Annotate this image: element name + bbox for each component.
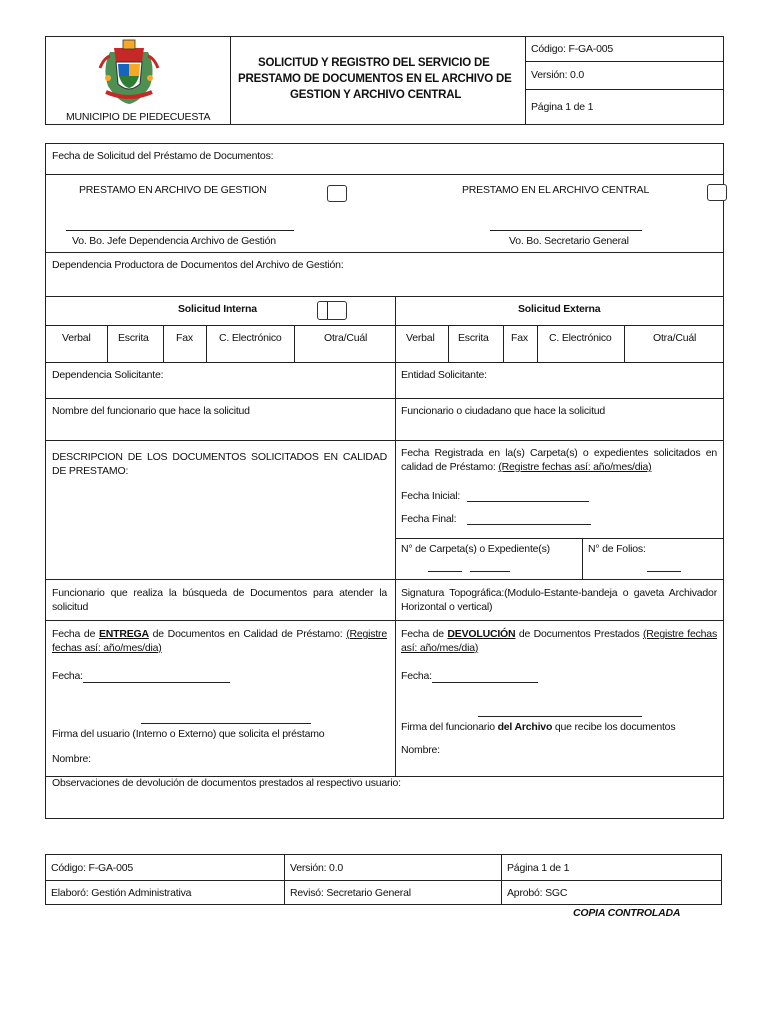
channel-divider-int-1 xyxy=(107,325,108,362)
form-title-line-2: PRESTAMO DE DOCUMENTOS EN EL ARCHIVO DE xyxy=(238,73,512,85)
fecha-entrega-label: Fecha: xyxy=(52,670,83,682)
solicitud-interna-checkbox[interactable] xyxy=(317,301,347,320)
footer-elaboro: Elaboró: Gestión Administrativa xyxy=(51,887,192,899)
municipality-name: MUNICIPIO DE PIEDECUESTA xyxy=(66,111,211,123)
loan-central-checkbox[interactable] xyxy=(707,184,727,201)
rule-request-date xyxy=(45,174,724,175)
footer-rule xyxy=(45,880,722,881)
header-page: Página 1 de 1 xyxy=(531,101,594,113)
form-title-line-3: GESTION Y ARCHIVO CENTRAL xyxy=(290,89,462,101)
rule-entrega xyxy=(45,620,724,621)
channel-interna-otra: Otra/Cuál xyxy=(324,332,368,344)
channel-externa-fax: Fax xyxy=(511,332,528,344)
form-title-line-1: SOLICITUD Y REGISTRO DEL SERVICIO DE xyxy=(258,57,490,69)
channel-divider-int-4 xyxy=(294,325,295,362)
request-date-label: Fecha de Solicitud del Préstamo de Documentos: xyxy=(52,150,274,162)
descripcion-label: DESCRIPCION DE LOS DOCUMENTOS SOLICITADOS EN CALIDAD DE PRESTAMO: xyxy=(52,451,387,477)
footer-divider-2 xyxy=(501,854,502,905)
signature-line-secretario xyxy=(490,230,642,231)
devolucion-keyword: DEVOLUCIÓN xyxy=(447,628,516,640)
channel-divider-int-3 xyxy=(206,325,207,362)
nombre-usuario-label: Nombre: xyxy=(52,753,91,765)
header-version: Versión: 0.0 xyxy=(531,69,585,81)
channel-externa-escrita: Escrita xyxy=(458,332,489,344)
channel-interna-email: C. Electrónico xyxy=(219,332,282,344)
nombre-funcionario-archivo-label: Nombre: xyxy=(401,744,440,756)
fecha-registrada-format: (Registre fechas así: año/mes/dia) xyxy=(498,461,652,473)
firma-funcionario-line xyxy=(478,716,642,717)
fecha-inicial-line xyxy=(467,501,589,502)
interna-checkbox-divider xyxy=(327,302,328,319)
signatura-label: Signatura Topográfica:(Modulo-Estante-bandeja o gaveta Archivador Horizontal o vertical) xyxy=(401,587,717,613)
carpetas-line-1 xyxy=(428,571,462,572)
header-code: Código: F-GA-005 xyxy=(531,43,614,55)
fecha-final-line xyxy=(467,524,591,525)
firma-func-suffix: que recibe los documentos xyxy=(552,721,676,733)
sign-secretario-label: Vo. Bo. Secretario General xyxy=(509,235,629,247)
center-divider xyxy=(395,296,396,776)
observaciones-label: Observaciones de devolución de documentos prestados al respectivo usuario: xyxy=(52,777,401,789)
footer-page: Página 1 de 1 xyxy=(507,862,570,874)
solicitud-interna-label: Solicitud Interna xyxy=(178,303,257,315)
fecha-inicial-label: Fecha Inicial: xyxy=(401,490,461,502)
dependencia-productora-label: Dependencia Productora de Documentos del Archivo de Gestión: xyxy=(52,259,344,271)
footer-version: Versión: 0.0 xyxy=(290,862,344,874)
signature-line-jefe xyxy=(66,230,294,231)
entrega-format: (Registre fechas así: año/mes/dia) xyxy=(52,628,387,654)
nombre-funcionario-label: Nombre del funcionario que hace la solicitud xyxy=(52,405,250,417)
loan-gestion-label: PRESTAMO EN ARCHIVO DE GESTION xyxy=(79,184,267,196)
channel-interna-fax: Fax xyxy=(176,332,193,344)
header-rule-1 xyxy=(525,61,724,62)
dependencia-solicitante-label: Dependencia Solicitante: xyxy=(52,369,164,381)
header-divider-2 xyxy=(525,36,526,125)
footer-divider-1 xyxy=(284,854,285,905)
funcionario-busqueda-label: Funcionario que realiza la búsqueda de Documentos para atender la solicitud xyxy=(52,587,387,613)
rule-busqueda xyxy=(45,579,724,580)
channel-externa-verbal: Verbal xyxy=(406,332,435,344)
entrega-mid: de Documentos en Calidad de Préstamo: xyxy=(148,628,347,640)
loan-gestion-checkbox[interactable] xyxy=(327,185,347,202)
loan-central-label: PRESTAMO EN EL ARCHIVO CENTRAL xyxy=(462,184,650,196)
channel-divider-int-2 xyxy=(163,325,164,362)
num-folios-label: N° de Folios: xyxy=(588,543,646,555)
devolucion-mid: de Documentos Prestados xyxy=(515,628,643,640)
channel-externa-email: C. Electrónico xyxy=(549,332,612,344)
devolucion-format: (Registre fechas así: año/mes/dia) xyxy=(401,628,717,654)
entidad-solicitante-label: Entidad Solicitante: xyxy=(401,369,487,381)
folios-line xyxy=(647,571,681,572)
fecha-final-label: Fecha Final: xyxy=(401,513,457,525)
header-divider-1 xyxy=(230,36,231,125)
entrega-label xyxy=(52,627,387,655)
copia-controlada-label: COPIA CONTROLADA xyxy=(573,907,681,919)
entrega-prefix: Fecha de xyxy=(52,628,99,640)
channel-divider-ext-2 xyxy=(503,325,504,362)
solicitud-externa-label: Solicitud Externa xyxy=(518,303,601,315)
carpetas-line-2 xyxy=(470,571,510,572)
channel-interna-verbal: Verbal xyxy=(62,332,91,344)
devolucion-prefix: Fecha de xyxy=(401,628,448,640)
rule-channels xyxy=(45,362,724,363)
entrega-keyword: ENTREGA xyxy=(98,628,149,640)
rule-dependencia-productora xyxy=(45,296,724,297)
firma-usuario-line xyxy=(141,723,311,724)
footer-reviso: Revisó: Secretario General xyxy=(290,887,411,899)
firma-func-keyword: del Archivo xyxy=(497,721,553,733)
channel-divider-ext-1 xyxy=(448,325,449,362)
firma-funcionario-label xyxy=(401,721,675,733)
fecha-registrada-main: Fecha Registrada en la(s) Carpeta(s) o expedientes solicitados en calidad de Préstamo: xyxy=(401,447,717,473)
fecha-registrada-text xyxy=(401,446,717,474)
channel-externa-otra: Otra/Cuál xyxy=(653,332,697,344)
carpetas-divider xyxy=(582,538,583,579)
devolucion-label xyxy=(401,627,717,655)
footer-aprobo: Aprobó: SGC xyxy=(507,887,568,899)
fecha-entrega-line xyxy=(83,682,230,683)
rule-funcionario xyxy=(45,440,724,441)
num-carpetas-label: N° de Carpeta(s) o Expediente(s) xyxy=(401,543,550,555)
rule-loan-type xyxy=(45,252,724,253)
rule-carpetas xyxy=(395,538,724,539)
header-rule-2 xyxy=(525,89,724,90)
funcionario-ciudadano-label: Funcionario o ciudadano que hace la solicitud xyxy=(401,405,606,417)
rule-solicitante xyxy=(45,398,724,399)
firma-usuario-label: Firma del usuario (Interno o Externo) que solicita el préstamo xyxy=(52,728,325,740)
rule-solicitud-header xyxy=(45,325,724,326)
fecha-devolucion-label: Fecha: xyxy=(401,670,432,682)
channel-divider-ext-4 xyxy=(624,325,625,362)
channel-interna-escrita: Escrita xyxy=(118,332,149,344)
municipal-coat-of-arms-logo xyxy=(96,38,162,106)
channel-divider-ext-3 xyxy=(537,325,538,362)
footer-code: Código: F-GA-005 xyxy=(51,862,134,874)
fecha-devolucion-line xyxy=(432,682,538,683)
firma-func-prefix: Firma del funcionario xyxy=(401,721,498,733)
sign-jefe-label: Vo. Bo. Jefe Dependencia Archivo de Gestión xyxy=(72,235,276,247)
